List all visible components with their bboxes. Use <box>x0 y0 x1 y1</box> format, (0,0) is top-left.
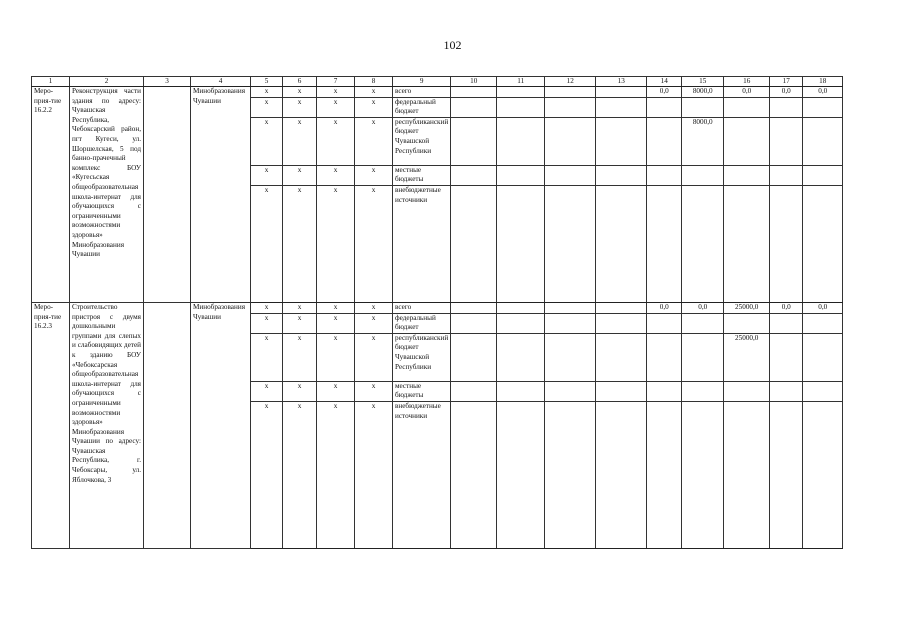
amount-cell <box>803 117 843 165</box>
amount-cell <box>724 381 770 401</box>
code-cell: x <box>283 333 317 381</box>
code-cell: x <box>283 185 317 302</box>
empty-cell <box>451 333 497 381</box>
amount-cell <box>770 97 803 117</box>
empty-cell <box>497 117 545 165</box>
empty-cell <box>497 87 545 98</box>
code-cell: x <box>355 381 393 401</box>
empty-cell <box>497 185 545 302</box>
activity-executor: Минобразования Чувашии <box>191 87 251 303</box>
funding-source: федеральный бюджет <box>393 313 451 333</box>
funding-source: всего <box>393 302 451 313</box>
amount-cell <box>803 185 843 302</box>
funding-source: республиканский бюджет Чувашской Республики <box>393 117 451 165</box>
code-cell: x <box>355 117 393 165</box>
funding-source: республиканский бюджет Чувашской Республики <box>393 333 451 381</box>
funding-source: внебюджетные источники <box>393 185 451 302</box>
column-header: 17 <box>770 77 803 87</box>
code-cell: x <box>251 97 283 117</box>
amount-cell <box>770 401 803 548</box>
program-table <box>31 76 843 549</box>
amount-cell <box>724 185 770 302</box>
column-header: 13 <box>596 77 647 87</box>
code-cell: x <box>317 381 355 401</box>
code-cell: x <box>317 87 355 98</box>
amount-cell: 0,0 <box>770 87 803 98</box>
code-cell: x <box>283 313 317 333</box>
code-cell: x <box>251 302 283 313</box>
empty-cell <box>497 165 545 185</box>
empty-cell <box>497 333 545 381</box>
code-cell: x <box>283 165 317 185</box>
funding-source: местные бюджеты <box>393 381 451 401</box>
amount-cell <box>770 333 803 381</box>
column-header: 11 <box>497 77 545 87</box>
amount-cell <box>682 313 724 333</box>
amount-cell <box>803 381 843 401</box>
amount-cell <box>647 313 682 333</box>
code-cell: x <box>283 381 317 401</box>
amount-cell <box>647 401 682 548</box>
code-cell: x <box>317 165 355 185</box>
column-header: 2 <box>70 77 144 87</box>
amount-cell: 0,0 <box>647 87 682 98</box>
table-row <box>32 87 843 98</box>
empty-cell <box>596 97 647 117</box>
code-cell: x <box>251 381 283 401</box>
empty-cell <box>451 97 497 117</box>
amount-cell <box>770 185 803 302</box>
code-cell: x <box>355 87 393 98</box>
empty-cell <box>596 165 647 185</box>
code-cell: x <box>251 165 283 185</box>
amount-cell <box>647 97 682 117</box>
empty-cell <box>596 87 647 98</box>
code-cell: x <box>317 185 355 302</box>
empty-cell <box>497 302 545 313</box>
amount-cell <box>647 185 682 302</box>
amount-cell <box>682 185 724 302</box>
table-row <box>32 302 843 313</box>
empty-cell <box>545 313 596 333</box>
code-cell: x <box>317 117 355 165</box>
amount-cell <box>682 381 724 401</box>
amount-cell: 0,0 <box>647 302 682 313</box>
amount-cell <box>682 165 724 185</box>
amount-cell <box>803 333 843 381</box>
empty-cell <box>596 381 647 401</box>
amount-cell <box>682 401 724 548</box>
header-row <box>32 77 843 87</box>
column-3-cell <box>144 302 191 548</box>
empty-cell <box>545 381 596 401</box>
code-cell: x <box>283 401 317 548</box>
empty-cell <box>545 185 596 302</box>
code-cell: x <box>355 165 393 185</box>
amount-cell <box>770 165 803 185</box>
column-header: 1 <box>32 77 70 87</box>
amount-cell <box>647 333 682 381</box>
amount-cell <box>770 381 803 401</box>
column-header: 15 <box>682 77 724 87</box>
empty-cell <box>596 313 647 333</box>
empty-cell <box>545 333 596 381</box>
amount-cell <box>647 165 682 185</box>
code-cell: x <box>283 302 317 313</box>
code-cell: x <box>317 97 355 117</box>
amount-cell: 8000,0 <box>682 117 724 165</box>
code-cell: x <box>355 401 393 548</box>
empty-cell <box>451 381 497 401</box>
amount-cell <box>803 97 843 117</box>
column-header: 7 <box>317 77 355 87</box>
column-header: 18 <box>803 77 843 87</box>
code-cell: x <box>251 313 283 333</box>
empty-cell <box>451 117 497 165</box>
column-header: 16 <box>724 77 770 87</box>
code-cell: x <box>283 117 317 165</box>
empty-cell <box>497 401 545 548</box>
code-cell: x <box>251 117 283 165</box>
empty-cell <box>596 333 647 381</box>
empty-cell <box>451 165 497 185</box>
code-cell: x <box>317 401 355 548</box>
column-header: 6 <box>283 77 317 87</box>
amount-cell: 25000,0 <box>724 333 770 381</box>
activity-name: Реконструкция части здания по адресу: Чувашская Республика, Чебоксарский район, пгт Кугеси, ул. Шоршелская, 5 под банно-прачечный комплекс БОУ «Кугесьская общеобразовательная школа-интернат для обучающихся с ограниченными возможностями здоровья» Минобразования Чувашии <box>70 87 144 303</box>
amount-cell <box>770 117 803 165</box>
empty-cell <box>451 185 497 302</box>
column-header: 3 <box>144 77 191 87</box>
column-header: 9 <box>393 77 451 87</box>
code-cell: x <box>251 87 283 98</box>
code-cell: x <box>355 313 393 333</box>
activity-code: Меро-прия-тие 16.2.3 <box>32 302 70 548</box>
amount-cell: 8000,0 <box>682 87 724 98</box>
code-cell: x <box>251 401 283 548</box>
amount-cell: 25000,0 <box>724 302 770 313</box>
empty-cell <box>545 117 596 165</box>
code-cell: x <box>317 302 355 313</box>
empty-cell <box>596 302 647 313</box>
amount-cell: 0,0 <box>724 87 770 98</box>
amount-cell <box>682 333 724 381</box>
column-header: 4 <box>191 77 251 87</box>
activity-name: Строительство пристроя с двумя дошкольными группами для слепых и слабовидящих детей к зданию БОУ «Чебоксарская общеобразовательная школа-интернат для обучающихся с ограниченными возможностями здоровья» Минобразования Чувашии по адресу: Чувашская Республика, г. Чебоксары, ул. Яблочкова, 3 <box>70 302 144 548</box>
empty-cell <box>451 313 497 333</box>
amount-cell <box>803 313 843 333</box>
empty-cell <box>545 302 596 313</box>
amount-cell <box>682 97 724 117</box>
column-header: 10 <box>451 77 497 87</box>
code-cell: x <box>355 97 393 117</box>
funding-source: внебюджетные источники <box>393 401 451 548</box>
empty-cell <box>545 401 596 548</box>
amount-cell <box>724 313 770 333</box>
code-cell: x <box>317 333 355 381</box>
amount-cell: 0,0 <box>770 302 803 313</box>
empty-cell <box>596 401 647 548</box>
amount-cell: 0,0 <box>682 302 724 313</box>
code-cell: x <box>317 313 355 333</box>
amount-cell <box>724 97 770 117</box>
empty-cell <box>451 302 497 313</box>
column-header: 5 <box>251 77 283 87</box>
empty-cell <box>497 97 545 117</box>
amount-cell <box>724 401 770 548</box>
empty-cell <box>545 165 596 185</box>
amount-cell <box>724 165 770 185</box>
page-number: 102 <box>443 38 462 52</box>
activity-code: Меро-прия-тие 16.2.2 <box>32 87 70 303</box>
funding-source: местные бюджеты <box>393 165 451 185</box>
amount-cell <box>803 401 843 548</box>
code-cell: x <box>283 87 317 98</box>
code-cell: x <box>355 333 393 381</box>
empty-cell <box>497 381 545 401</box>
code-cell: x <box>355 302 393 313</box>
code-cell: x <box>355 185 393 302</box>
amount-cell <box>724 117 770 165</box>
amount-cell <box>647 381 682 401</box>
amount-cell <box>647 117 682 165</box>
code-cell: x <box>283 97 317 117</box>
column-header: 8 <box>355 77 393 87</box>
column-3-cell <box>144 87 191 303</box>
empty-cell <box>596 117 647 165</box>
empty-cell <box>545 87 596 98</box>
funding-source: федеральный бюджет <box>393 97 451 117</box>
amount-cell: 0,0 <box>803 87 843 98</box>
amount-cell: 0,0 <box>803 302 843 313</box>
column-header: 12 <box>545 77 596 87</box>
empty-cell <box>451 401 497 548</box>
amount-cell <box>770 313 803 333</box>
column-header: 14 <box>647 77 682 87</box>
empty-cell <box>451 87 497 98</box>
empty-cell <box>545 97 596 117</box>
activity-executor: Минобразования Чувашии <box>191 302 251 548</box>
empty-cell <box>497 313 545 333</box>
code-cell: x <box>251 185 283 302</box>
code-cell: x <box>251 333 283 381</box>
funding-source: всего <box>393 87 451 98</box>
empty-cell <box>596 185 647 302</box>
amount-cell <box>803 165 843 185</box>
